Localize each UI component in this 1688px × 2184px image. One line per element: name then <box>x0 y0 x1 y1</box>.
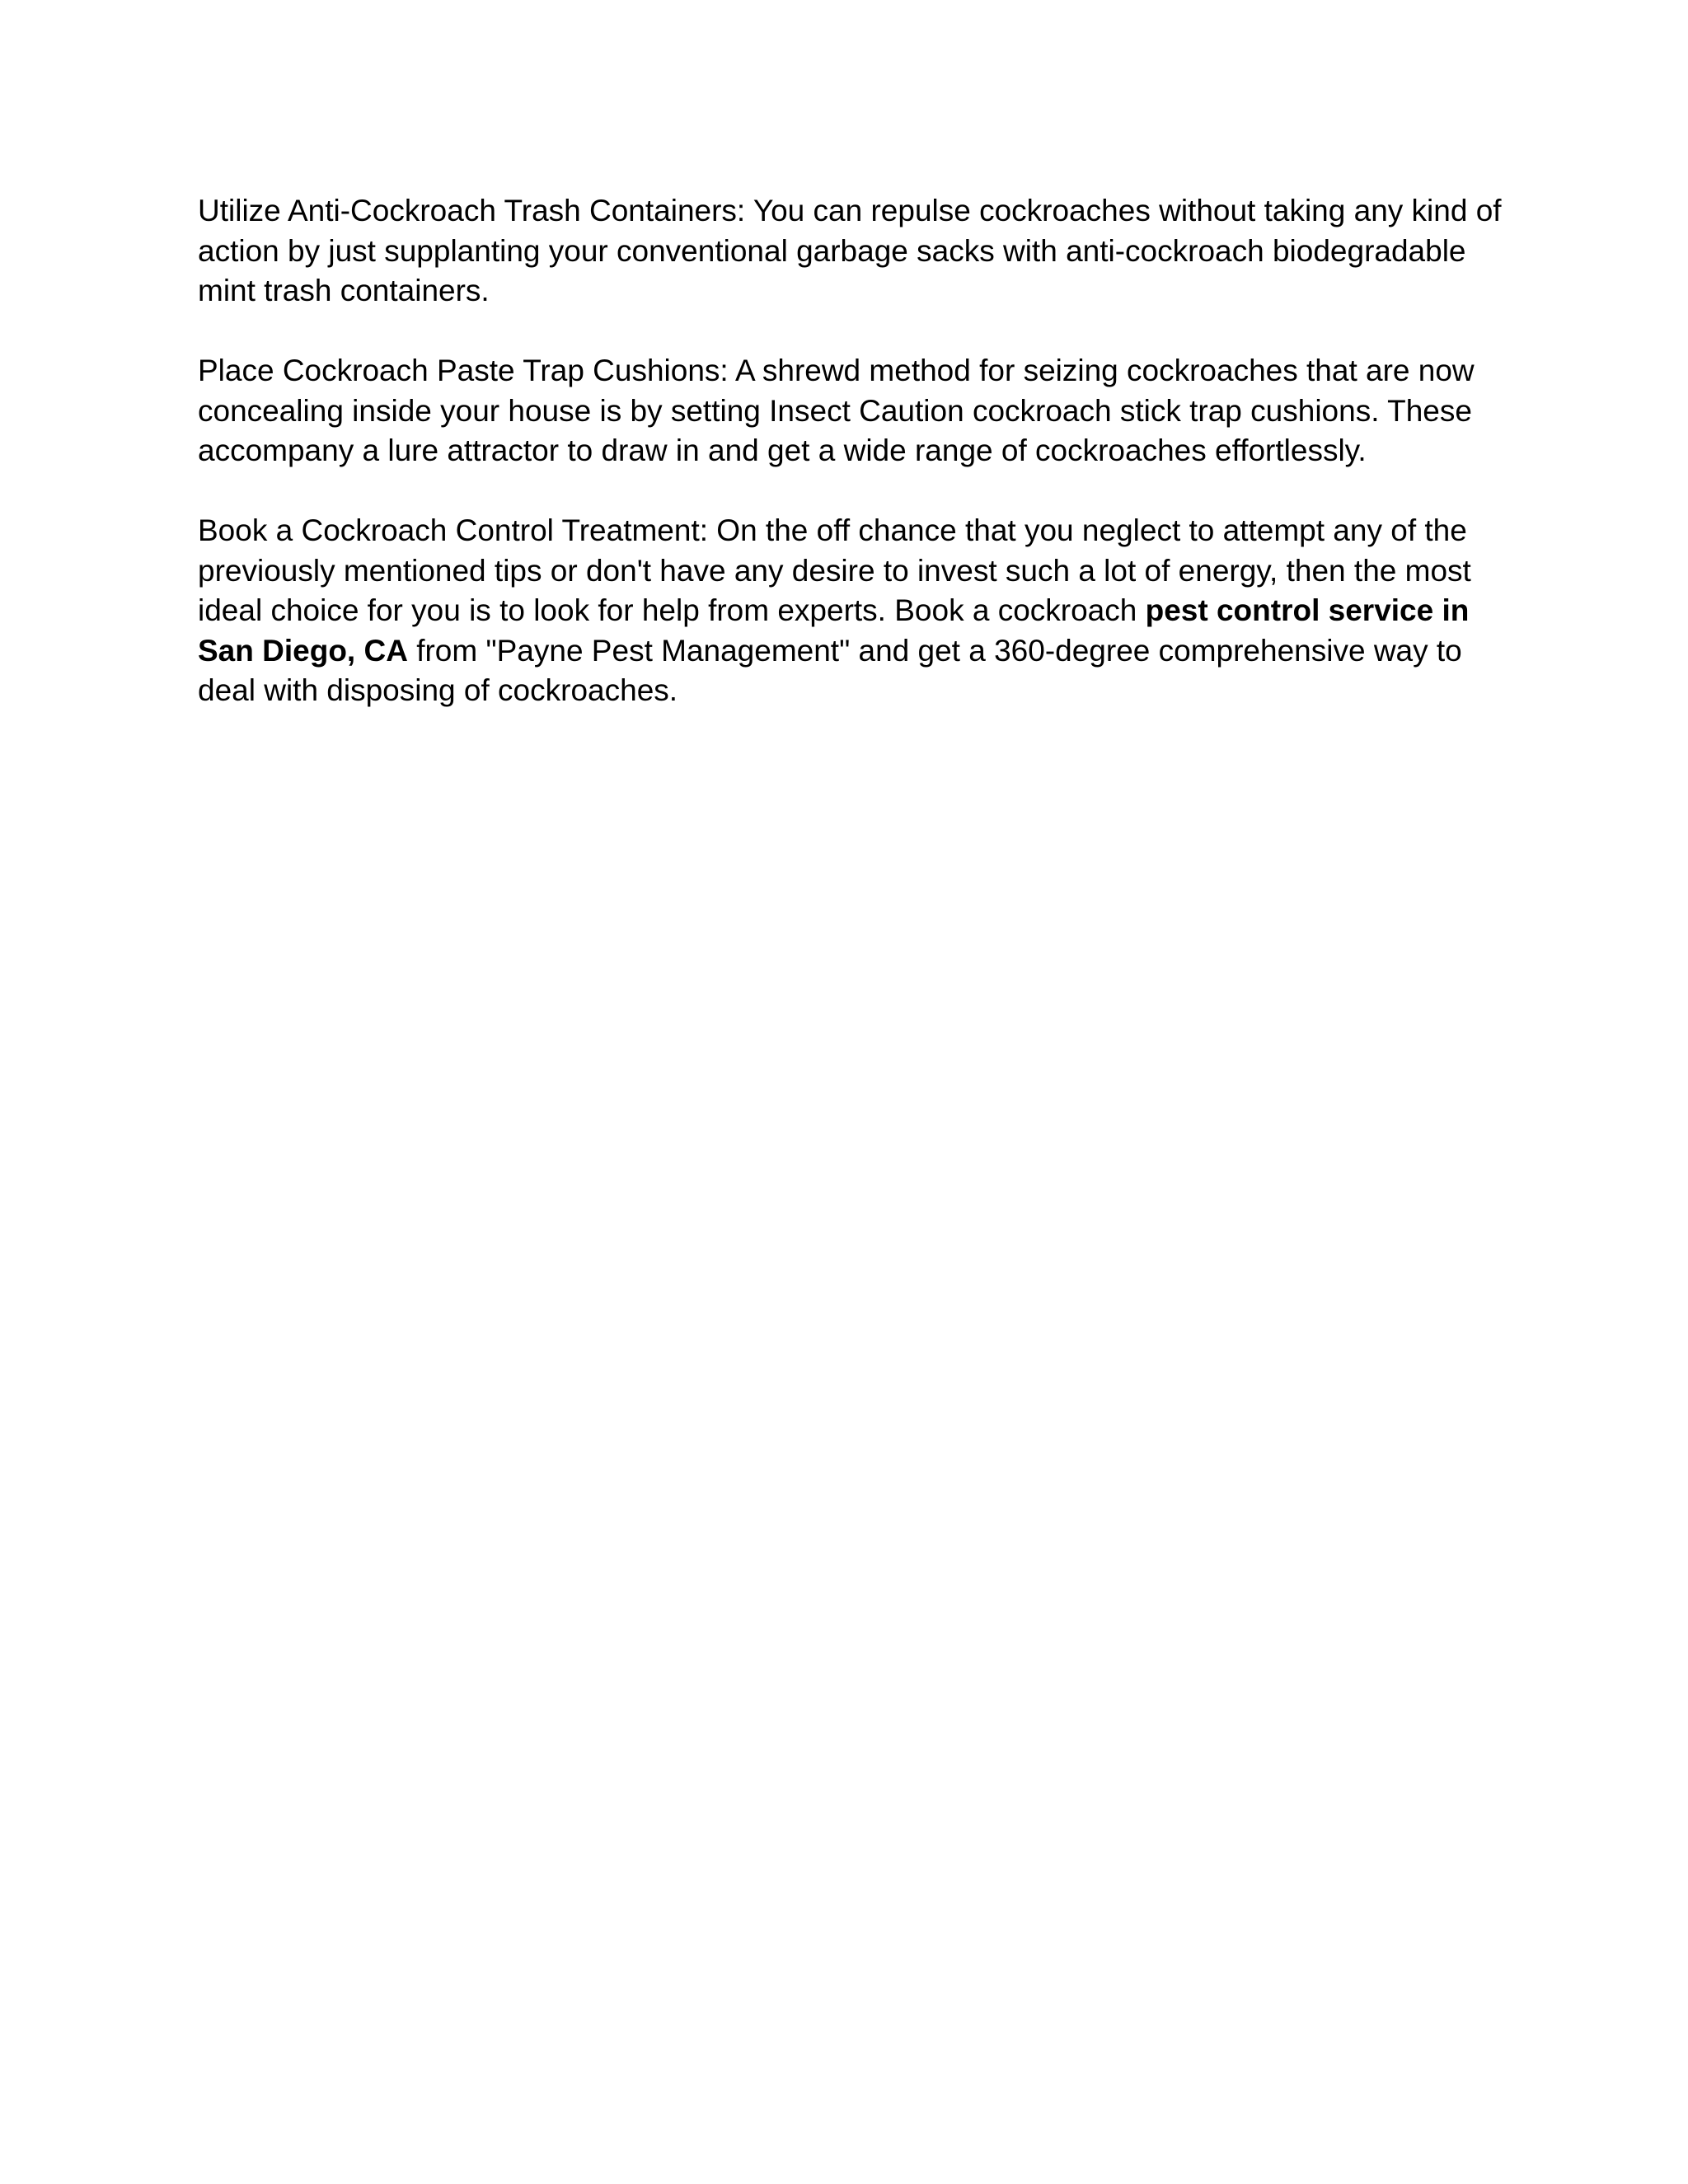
paragraph-text: Utilize Anti-Cockroach Trash Containers: You can repulse cockroaches without taking any kind of action by just supplanting your conventional garbage sacks with anti-cockroach biodegradable mint trash containers. <box>198 194 1502 307</box>
paragraph-text-after: from "Payne Pest Management" and get a 360-degree comprehensive way to deal with disposing of cockroaches. <box>198 633 1462 707</box>
paragraph-control-treatment <box>198 511 1508 711</box>
paragraph-text: Place Cockroach Paste Trap Cushions: A shrewd method for seizing cockroaches that are now concealing inside your house is by setting Insect Caution cockroach stick trap cushions. These accompany a lure attractor to draw in and get a wide range of cockroaches effortlessly. <box>198 354 1475 467</box>
paragraph-trash-containers <box>198 191 1508 312</box>
paragraph-text-before: Book a Cockroach Control Treatment: On the off chance that you neglect to attempt any of the previously mentioned tips or don't have any desire to invest such a lot of energy, then the most ideal choice for you is to look for help from experts. Book a cockroach <box>198 513 1471 627</box>
paragraph-trap-cushions <box>198 351 1508 471</box>
document-page <box>198 191 1508 751</box>
bold-service-phrase: pest control service in San Diego, CA <box>198 593 1470 668</box>
